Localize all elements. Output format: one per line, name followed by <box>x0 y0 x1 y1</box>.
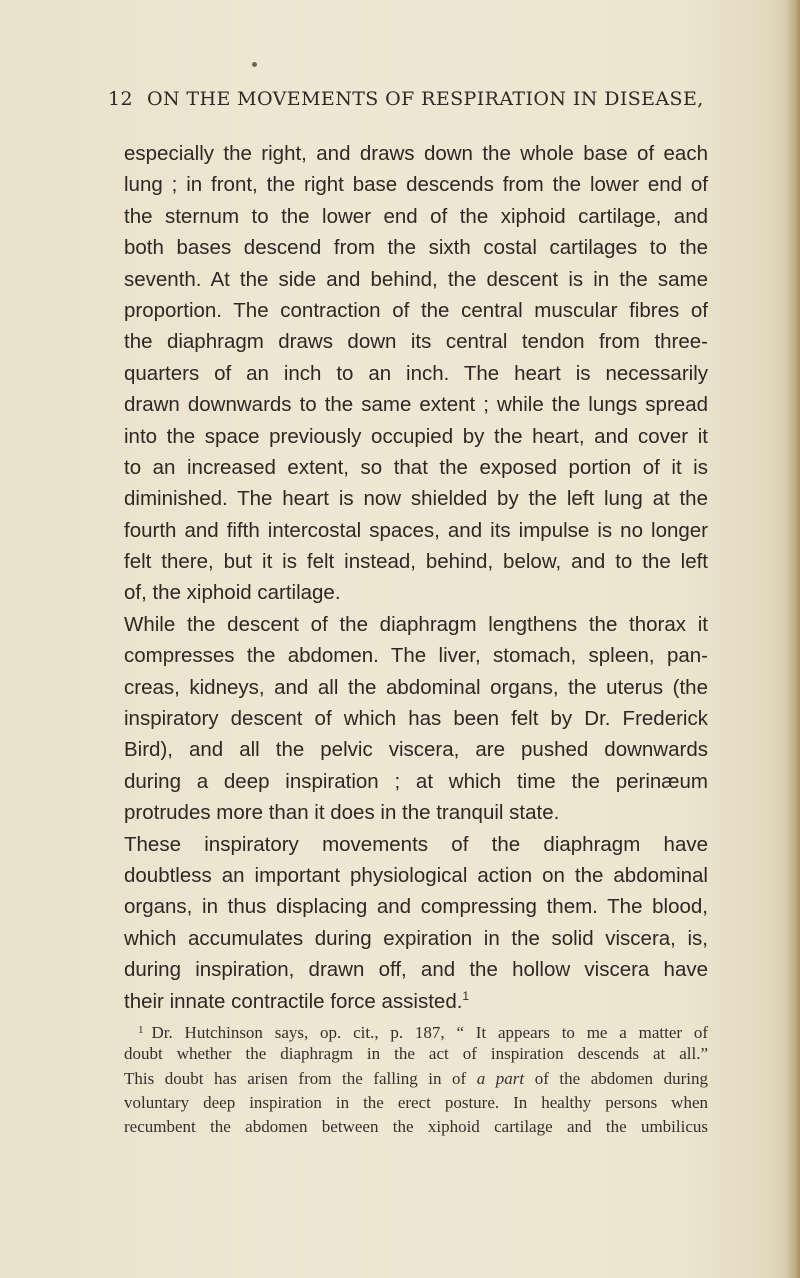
text-line: seventh. At the side and behind, the descent is in the same <box>124 267 708 291</box>
text-line: organs, in thus displacing and compressing them. The blood, <box>124 895 708 919</box>
page-number: 12 <box>108 88 133 110</box>
body-text <box>124 138 708 1017</box>
text-line: compresses the abdomen. The liver, stomach, spleen, pan- <box>124 644 708 668</box>
footnote-line: voluntary deep inspiration in the erect posture. In healthy persons when <box>124 1092 708 1112</box>
footnote-line: recumbent the abdomen between the xiphoid cartilage and the umbilicus <box>124 1117 708 1137</box>
text-line: to an increased extent, so that the exposed portion of it is <box>124 455 708 479</box>
text-line: the diaphragm draws down its central tendon from three- <box>124 330 708 354</box>
text-line: the sternum to the lower end of the xiphoid cartilage, and <box>124 204 708 228</box>
ink-speck <box>252 62 257 67</box>
text-line: which accumulates during expiration in the solid viscera, is, <box>124 926 708 950</box>
running-header <box>108 88 708 118</box>
page-edge-shadow <box>786 0 800 1278</box>
footnote <box>124 1018 708 1139</box>
text-line: These inspiratory movements of the diaphragm have <box>124 832 708 856</box>
text-line: into the space previously occupied by the heart, and cover it <box>124 424 708 448</box>
text-line: While the descent of the diaphragm lengthens the thorax it <box>124 612 708 636</box>
text-line: diminished. The heart is now shielded by the left lung at the <box>124 487 708 511</box>
italic-emphasis: a part <box>476 1068 525 1088</box>
text-line: drawn downwards to the same extent ; while the lungs spread <box>124 393 708 417</box>
text-line: creas, kidneys, and all the abdominal organs, the uterus (the <box>124 675 708 699</box>
text-line: especially the right, and draws down the whole base of each <box>124 142 708 165</box>
footnote-line: This doubt has arisen from the falling in of a part of the abdomen during <box>124 1068 708 1088</box>
text-line: fourth and fifth intercostal spaces, and its impulse is no longer <box>124 518 708 542</box>
text-line: felt there, but it is felt instead, behind, below, and to the left <box>124 550 708 574</box>
text-line: doubtless an important physiological action on the abdominal <box>124 863 708 887</box>
text-line: their innate contractile force assisted. <box>124 989 463 1013</box>
text-line: both bases descend from the sixth costal cartilages to the <box>124 236 708 260</box>
text-line: Bird), and all the pelvic viscera, are pushed downwards <box>124 738 708 762</box>
text-line: lung ; in front, the right base descends from the lower end of <box>124 173 708 197</box>
text-line: quarters of an inch to an inch. The heart is necessarily <box>124 361 708 385</box>
text-line: inspiratory descent of which has been felt by Dr. Frederick <box>124 707 708 731</box>
running-title: ON THE MOVEMENTS OF RESPIRATION IN DISEASE, <box>146 88 704 110</box>
text-line: proportion. The contraction of the central muscular fibres of <box>124 298 708 322</box>
text-line: during a deep inspiration ; at which time the perinæum <box>124 769 708 793</box>
text-line: during inspiration, drawn off, and the hollow viscera have <box>124 958 708 982</box>
text-line: of, the xiphoid cartilage. <box>124 581 341 605</box>
footnote-line: $^1$ Dr. Hutchinson says, op. cit., p. 187, “ It appears to me a matter of <box>138 1023 708 1042</box>
footnote-line: doubt whether the diaphragm in the act of inspiration descends at all.” <box>124 1044 708 1064</box>
text-line: protrudes more than it does in the tranquil state. <box>124 801 560 825</box>
footnote-mark: 1 <box>138 1024 144 1036</box>
footnote-reference[interactable]: 1 <box>462 988 470 1003</box>
text-line-with-footnote-ref <box>124 986 708 1017</box>
